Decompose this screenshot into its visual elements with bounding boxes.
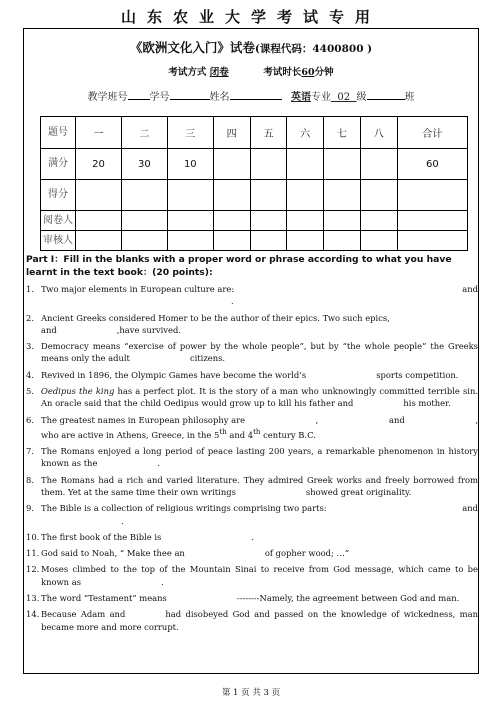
full-score-cell: 10: [167, 149, 213, 180]
major-label: 专业: [311, 92, 332, 103]
question-item: 5. Oedipus the king has a perfect plot. It is the story of a man who unknowingly committed terrible sin. An oracle said that the child Oedipus would grow up to kill his father and his mother.: [26, 386, 479, 409]
col-header: 八: [360, 117, 397, 149]
question-item: 6. The greatest names in European philosophy are , and , who are active in Athens, Greece, in the 5th and 4th century B.C.: [26, 414, 478, 440]
col-header: 合计: [397, 117, 467, 149]
full-score-cell: 60: [397, 149, 467, 180]
col-header: 四: [213, 117, 250, 149]
score-table: [40, 116, 468, 251]
col-header: 五: [250, 117, 287, 149]
name-label: 姓名: [209, 92, 230, 103]
title-text: 《欧洲文化入门》试卷: [129, 40, 255, 55]
col-header: 七: [324, 117, 361, 149]
duration-label: 考试时长: [263, 67, 302, 78]
full-score-cell: 30: [121, 149, 167, 180]
question-item: 14. Because Adam and had disobeyed God and passed on the knowledge of wickedness, man became more and more corrupt.: [26, 609, 478, 632]
grader-cell[interactable]: [213, 211, 250, 231]
score-row-grader: [41, 211, 468, 231]
grader-cell[interactable]: [121, 211, 167, 231]
reviewer-cell[interactable]: [76, 231, 122, 251]
question-item: 2. Ancient Greeks considered Homer to be the author of their epics. Two such epics, and ,have survived.: [26, 312, 390, 335]
course-code: (课程代码：4400800 ): [254, 43, 373, 55]
student-info-line: [0, 88, 502, 103]
score-row-reviewer: [41, 231, 468, 251]
reviewer-cell[interactable]: [250, 231, 287, 251]
grade-label: 级: [356, 92, 367, 103]
id-label: 学号: [149, 92, 170, 103]
reviewer-cell[interactable]: [121, 231, 167, 251]
full-score-cell: 20: [76, 149, 122, 180]
row-label: 满分: [41, 149, 76, 180]
grader-cell[interactable]: [397, 211, 467, 231]
ban-blank[interactable]: [367, 89, 405, 100]
name-blank[interactable]: [230, 89, 282, 100]
obtained-cell[interactable]: [76, 180, 122, 211]
obtained-cell[interactable]: [250, 180, 287, 211]
obtained-cell[interactable]: [167, 180, 213, 211]
obtained-cell[interactable]: [287, 180, 324, 211]
col-header: 一: [76, 117, 122, 149]
question-item: 4. Revived in 1896, the Olympic Games have become the world’s sports competition.: [26, 369, 459, 380]
class-blank[interactable]: [128, 89, 150, 100]
class-label: 教学班号: [87, 92, 128, 103]
grader-cell[interactable]: [167, 211, 213, 231]
row-label: 阅卷人: [41, 211, 76, 231]
reviewer-cell[interactable]: [397, 231, 467, 251]
row-label: 审核人: [41, 231, 76, 251]
question-item: 11. God said to Noah, “ Make thee an of gopher wood; …”: [26, 548, 350, 559]
grade-value: 02: [337, 92, 351, 103]
col-header: 二: [121, 117, 167, 149]
reviewer-cell[interactable]: [213, 231, 250, 251]
question-list: [26, 283, 478, 633]
obtained-cell[interactable]: [121, 180, 167, 211]
grader-cell[interactable]: [360, 211, 397, 231]
question-item: 3. Democracy means “exercise of power by the whole people”, but by “the whole people” the Greeks means only the adult citizens.: [26, 341, 478, 364]
exam-info: [0, 64, 502, 78]
obtained-cell[interactable]: [397, 180, 467, 211]
question-item: 12. Moses climbed to the top of the Mountain Sinai to receive from God message, which came to be known as .: [26, 564, 478, 587]
mode-value: 闭卷: [209, 67, 229, 78]
full-score-cell: [324, 149, 361, 180]
obtained-cell[interactable]: [213, 180, 250, 211]
question-item: 1. Two major elements in European culture are: and .: [26, 284, 478, 307]
reviewer-cell[interactable]: [287, 231, 324, 251]
row-label: 题号: [41, 117, 76, 149]
id-blank[interactable]: [170, 89, 210, 100]
mode-label: 考试方式: [168, 67, 207, 78]
grader-cell[interactable]: [250, 211, 287, 231]
full-score-cell: [213, 149, 250, 180]
question-item: 7. The Romans enjoyed a long period of peace lasting 200 years, a remarkable phenomenon in history known as the .: [26, 446, 478, 469]
duration-unit: 分钟: [314, 67, 334, 78]
exam-title: [0, 38, 502, 56]
reviewer-cell[interactable]: [167, 231, 213, 251]
grader-cell[interactable]: [324, 211, 361, 231]
reviewer-cell[interactable]: [324, 231, 361, 251]
question-item: 10. The first book of the Bible is .: [26, 531, 255, 542]
score-row-full: [41, 149, 468, 180]
obtained-cell[interactable]: [360, 180, 397, 211]
question-item: 13. The word “Testament” means --------Namely, the agreement between God and man.: [26, 593, 460, 604]
row-label: 得分: [41, 180, 76, 211]
grader-cell[interactable]: [287, 211, 324, 231]
col-header: 三: [167, 117, 213, 149]
score-row-header: [41, 117, 468, 149]
duration-value: 60: [301, 67, 315, 78]
reviewer-cell[interactable]: [360, 231, 397, 251]
obtained-cell[interactable]: [324, 180, 361, 211]
col-header: 六: [287, 117, 324, 149]
page-footer: 第 1 页 共 3 页: [221, 688, 281, 698]
exam-header: 山东农业大学考试专用: [120, 8, 381, 26]
question-item: 8. The Romans had a rich and varied literature. They admired Greek works and freely borrowed from them. Yet at the same time their own writings showed great originality.: [26, 474, 478, 497]
full-score-cell: [250, 149, 287, 180]
full-score-cell: [287, 149, 324, 180]
ban-label: 班: [404, 92, 415, 103]
score-row-obtained: [41, 180, 468, 211]
major-value: 英语: [291, 92, 312, 103]
full-score-cell: [360, 149, 397, 180]
part1-heading: Part I：Fill in the blanks with a proper word or phrase according to what you have learnt in the text book：(20 points):: [26, 254, 452, 278]
grader-cell[interactable]: [76, 211, 122, 231]
question-item: 9. The Bible is a collection of religious writings comprising two parts: and .: [26, 503, 478, 526]
